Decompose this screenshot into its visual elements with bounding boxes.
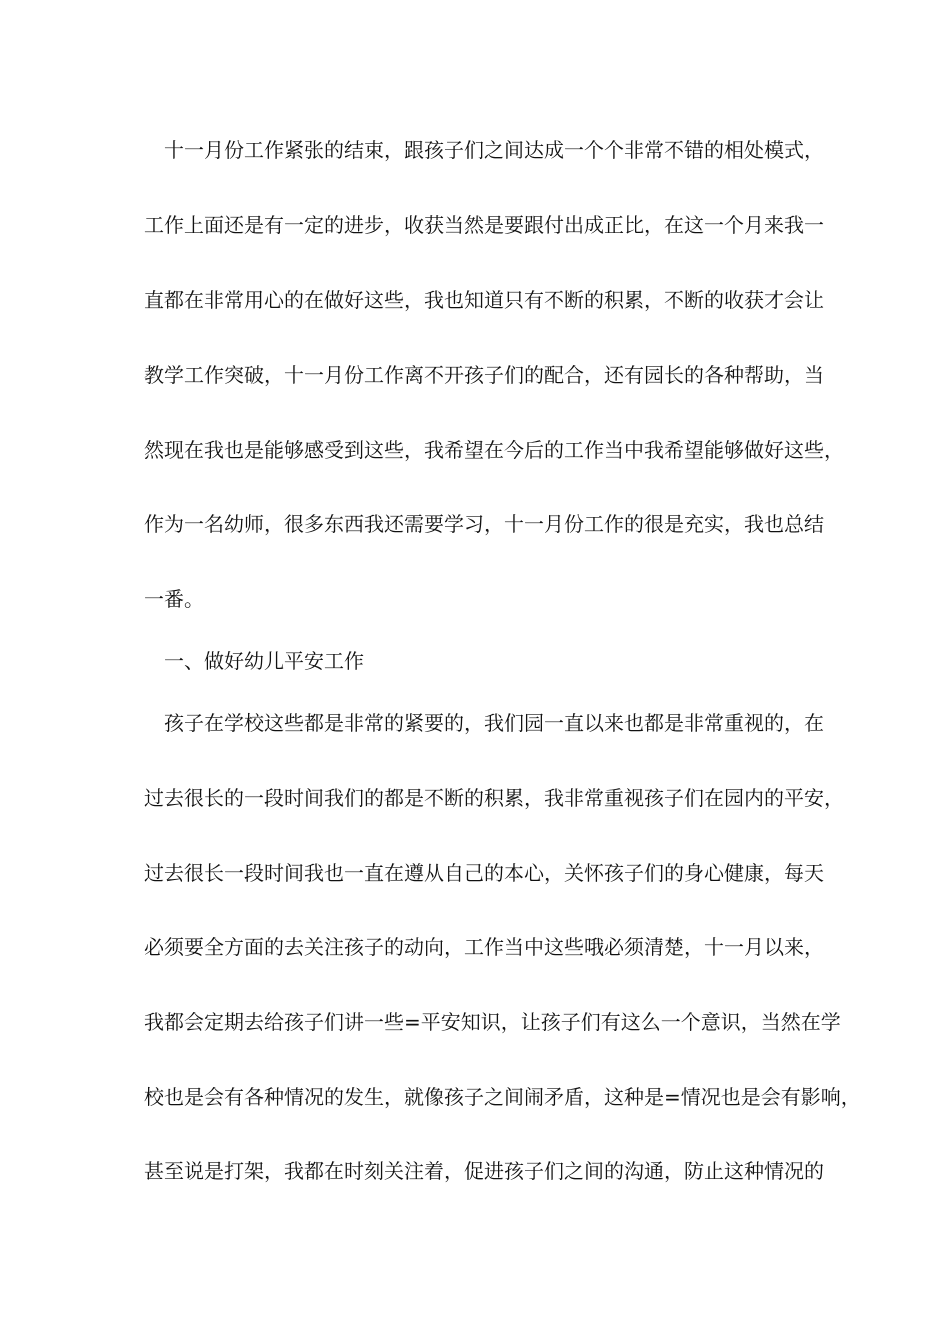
paragraph-2-line-2: 过去很长的一段时间我们的都是不断的积累，我非常重视孩子们在园内的平安， [144,786,844,810]
paragraph-2-line-6: 校也是会有各种情况的发生，就像孩子之间闹矛盾，这种是=情况也是会有影响， [144,1085,861,1109]
paragraph-1-line-3: 直都在非常用心的在做好这些，我也知道只有不断的积累，不断的收获才会让 [144,288,824,312]
paragraph-1-line-4: 教学工作突破，十一月份工作离不开孩子们的配合，还有园长的各种帮助，当 [144,363,824,387]
paragraph-2-line-1: 孩子在学校这些都是非常的紧要的，我们园一直以来也都是非常重视的，在 [164,711,824,735]
section-heading: 一、做好幼儿平安工作 [164,649,364,673]
paragraph-1-line-6: 作为一名幼师，很多东西我还需要学习，十一月份工作的很是充实，我也总结 [144,512,824,536]
paragraph-1-line-2: 工作上面还是有一定的进步，收获当然是要跟付出成正比，在这一个月来我一 [144,213,824,237]
paragraph-2-line-7: 甚至说是打架，我都在时刻关注着，促进孩子们之间的沟通，防止这种情况的 [144,1159,824,1183]
paragraph-2-line-4: 必须要全方面的去关注孩子的动向，工作当中这些哦必须清楚，十一月以来， [144,935,824,959]
paragraph-1-line-5: 然现在我也是能够感受到这些，我希望在今后的工作当中我希望能够做好这些， [144,438,844,462]
paragraph-2-line-5: 我都会定期去给孩子们讲一些=平安知识，让孩子们有这么一个意识，当然在学 [144,1010,841,1034]
paragraph-2-line-3: 过去很长一段时间我也一直在遵从自己的本心，关怀孩子们的身心健康，每天 [144,861,824,885]
paragraph-1-line-7: 一番。 [144,587,204,611]
paragraph-1-line-1: 十一月份工作紧张的结束，跟孩子们之间达成一个个非常不错的相处模式， [164,138,824,162]
